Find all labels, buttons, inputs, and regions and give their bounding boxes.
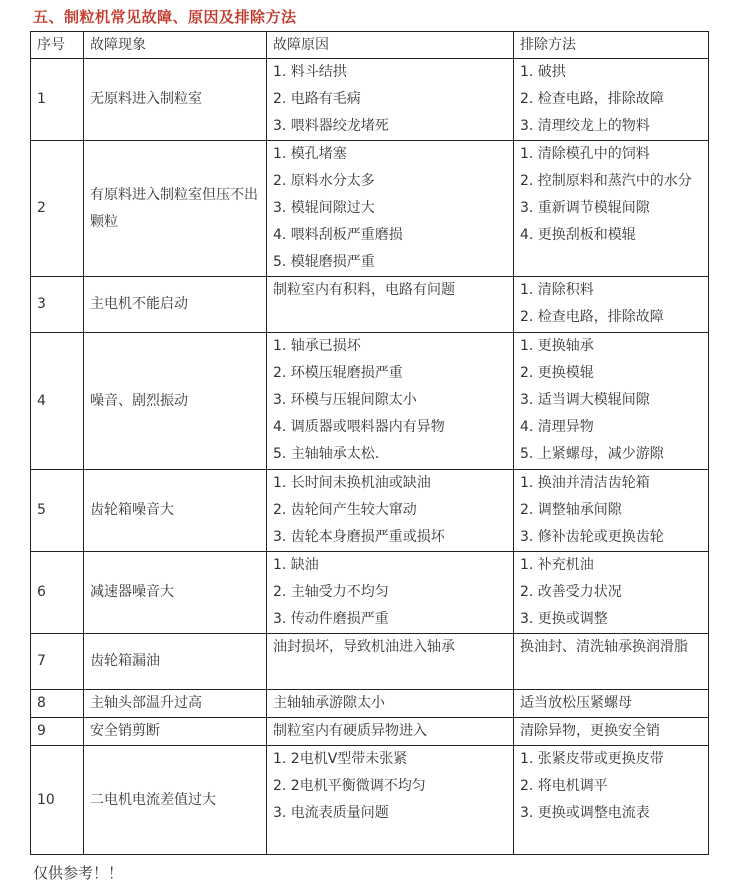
remedy-item: 2. 将电机调平 bbox=[520, 778, 608, 794]
cause-item: 2. 主轴受力不均匀 bbox=[273, 584, 389, 600]
cause-item: 1. 料斗结拱 bbox=[273, 64, 347, 80]
fault-causes bbox=[267, 59, 514, 141]
fault-remedies bbox=[514, 746, 709, 855]
table-row bbox=[31, 333, 709, 470]
row-number: 2 bbox=[31, 141, 84, 277]
cause-item: 2. 原料水分太多 bbox=[273, 173, 375, 189]
cause-item: 主轴轴承游隙太小 bbox=[273, 695, 385, 711]
fault-remedies bbox=[514, 552, 709, 634]
fault-phenomenon: 齿轮箱漏油 bbox=[84, 634, 267, 690]
fault-remedies bbox=[514, 634, 709, 690]
remedy-item: 1. 清除积料 bbox=[520, 282, 594, 298]
remedy-item: 3. 更换或调整 bbox=[520, 611, 608, 627]
row-number: 6 bbox=[31, 552, 84, 634]
table-header-row bbox=[31, 32, 709, 59]
fault-remedies bbox=[514, 718, 709, 746]
fault-causes bbox=[267, 277, 514, 333]
cause-item: 2. 环模压辊磨损严重 bbox=[273, 365, 403, 381]
fault-causes bbox=[267, 141, 514, 277]
column-header-cause: 故障原因 bbox=[267, 32, 514, 59]
fault-causes bbox=[267, 333, 514, 470]
fault-remedies bbox=[514, 277, 709, 333]
row-number: 9 bbox=[31, 718, 84, 746]
table-row bbox=[31, 141, 709, 277]
remedy-item: 2. 控制原料和蒸汽中的水分 bbox=[520, 173, 692, 189]
column-header-no: 序号 bbox=[31, 32, 84, 59]
remedy-item: 1. 更换轴承 bbox=[520, 338, 594, 354]
cause-item: 1. 缺油 bbox=[273, 557, 319, 573]
fault-causes bbox=[267, 552, 514, 634]
cause-item: 5. 模辊磨损严重 bbox=[273, 254, 375, 270]
remedy-item: 2. 更换模辊 bbox=[520, 365, 594, 381]
cause-item: 3. 喂料器绞龙堵死 bbox=[273, 118, 389, 134]
table-row bbox=[31, 59, 709, 141]
fault-phenomenon: 噪音、剧烈振动 bbox=[84, 333, 267, 470]
cause-item: 制粒室内有积料，电路有问题 bbox=[273, 282, 455, 298]
remedy-item: 3. 适当调大模辊间隙 bbox=[520, 392, 650, 408]
table-row bbox=[31, 552, 709, 634]
fault-remedies bbox=[514, 470, 709, 552]
cause-item: 2. 电路有毛病 bbox=[273, 91, 361, 107]
fault-remedies bbox=[514, 141, 709, 277]
fault-phenomenon: 无原料进入制粒室 bbox=[84, 59, 267, 141]
fault-table bbox=[30, 31, 709, 855]
fault-causes bbox=[267, 718, 514, 746]
fault-phenomenon: 主轴头部温升过高 bbox=[84, 690, 267, 718]
remedy-item: 3. 清理绞龙上的物料 bbox=[520, 118, 650, 134]
cause-item: 4. 调质器或喂料器内有异物 bbox=[273, 419, 445, 435]
cause-item: 5. 主轴轴承太松. bbox=[273, 446, 380, 462]
remedy-item: 1. 换油并清洁齿轮箱 bbox=[520, 475, 650, 491]
fault-remedies bbox=[514, 690, 709, 718]
remedy-item: 1. 补充机油 bbox=[520, 557, 594, 573]
row-number: 5 bbox=[31, 470, 84, 552]
fault-phenomenon: 安全销剪断 bbox=[84, 718, 267, 746]
cause-item: 3. 环模与压辊间隙太小 bbox=[273, 392, 417, 408]
table-row bbox=[31, 690, 709, 718]
table-row bbox=[31, 277, 709, 333]
remedy-item: 适当放松压紧螺母 bbox=[520, 695, 632, 711]
remedy-item: 3. 重新调节模辊间隙 bbox=[520, 200, 650, 216]
fault-causes bbox=[267, 690, 514, 718]
fault-phenomenon: 齿轮箱噪音大 bbox=[84, 470, 267, 552]
table-row bbox=[31, 746, 709, 855]
remedy-item: 1. 破拱 bbox=[520, 64, 566, 80]
cause-item: 3. 电流表质量问题 bbox=[273, 805, 389, 821]
remedy-item: 1. 张紧皮带或更换皮带 bbox=[520, 751, 664, 767]
remedy-item: 2. 改善受力状况 bbox=[520, 584, 622, 600]
row-number: 7 bbox=[31, 634, 84, 690]
remedy-item: 2. 调整轴承间隙 bbox=[520, 502, 622, 518]
cause-item: 1. 长时间未换机油或缺油 bbox=[273, 475, 431, 491]
remedy-item: 清除异物，更换安全销 bbox=[520, 723, 660, 739]
row-number: 8 bbox=[31, 690, 84, 718]
footer-note: 仅供参考！！ bbox=[33, 864, 124, 882]
cause-item: 3. 传动件磨损严重 bbox=[273, 611, 389, 627]
section-heading: 五、制粒机常见故障、原因及排除方法 bbox=[33, 8, 297, 26]
remedy-item: 2. 检查电路，排除故障 bbox=[520, 91, 664, 107]
remedy-item: 4. 更换刮板和模辊 bbox=[520, 227, 636, 243]
row-number: 4 bbox=[31, 333, 84, 470]
remedy-item: 3. 更换或调整电流表 bbox=[520, 805, 650, 821]
table-row bbox=[31, 718, 709, 746]
cause-item: 制粒室内有硬质异物进入 bbox=[273, 723, 427, 739]
row-number: 3 bbox=[31, 277, 84, 333]
fault-causes bbox=[267, 634, 514, 690]
remedy-item: 4. 清理异物 bbox=[520, 419, 594, 435]
cause-item: 油封损坏，导致机油进入轴承 bbox=[273, 639, 455, 655]
fault-phenomenon: 减速器噪音大 bbox=[84, 552, 267, 634]
remedy-item: 3. 修补齿轮或更换齿轮 bbox=[520, 529, 664, 545]
column-header-phenomenon: 故障现象 bbox=[84, 32, 267, 59]
fault-remedies bbox=[514, 333, 709, 470]
fault-phenomenon: 有原料进入制粒室但压不出颗粒 bbox=[84, 141, 267, 277]
table-row bbox=[31, 634, 709, 690]
cause-item: 4. 喂料刮板严重磨损 bbox=[273, 227, 403, 243]
cause-item: 1. 轴承已损坏 bbox=[273, 338, 361, 354]
row-number: 10 bbox=[31, 746, 84, 855]
column-header-remedy: 排除方法 bbox=[514, 32, 709, 59]
fault-causes bbox=[267, 746, 514, 855]
remedy-item: 5. 上紧螺母，减少游隙 bbox=[520, 446, 664, 462]
fault-phenomenon: 主电机不能启动 bbox=[84, 277, 267, 333]
remedy-item: 2. 检查电路，排除故障 bbox=[520, 309, 664, 325]
fault-remedies bbox=[514, 59, 709, 141]
fault-causes bbox=[267, 470, 514, 552]
remedy-item: 换油封、清洗轴承换润滑脂 bbox=[520, 639, 688, 655]
cause-item: 1. 2电机V型带未张紧 bbox=[273, 751, 408, 767]
cause-item: 2. 2电机平衡微调不均匀 bbox=[273, 778, 426, 794]
cause-item: 3. 齿轮本身磨损严重或损坏 bbox=[273, 529, 445, 545]
row-number: 1 bbox=[31, 59, 84, 141]
cause-item: 1. 模孔堵塞 bbox=[273, 146, 347, 162]
cause-item: 2. 齿轮间产生较大窜动 bbox=[273, 502, 417, 518]
remedy-item: 1. 清除模孔中的饲料 bbox=[520, 146, 650, 162]
cause-item: 3. 模辊间隙过大 bbox=[273, 200, 375, 216]
fault-phenomenon: 二电机电流差值过大 bbox=[84, 746, 267, 855]
table-row bbox=[31, 470, 709, 552]
